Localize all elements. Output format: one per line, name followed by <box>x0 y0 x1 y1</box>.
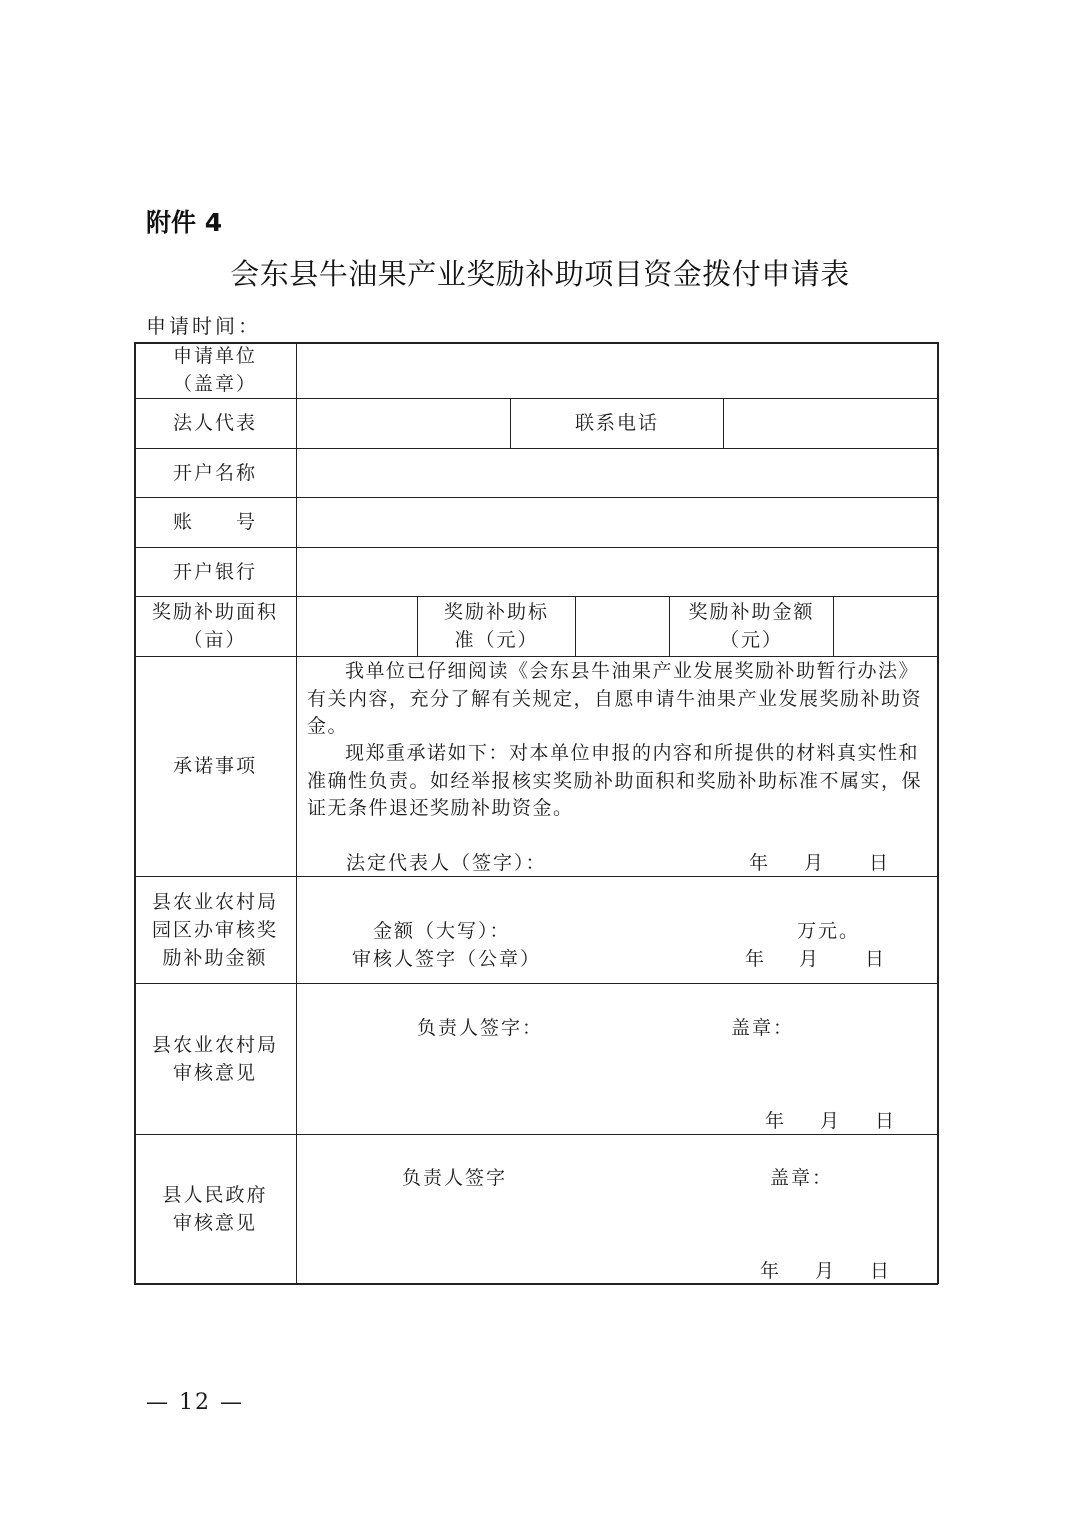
applicant-unit-field[interactable] <box>297 343 937 398</box>
agri-month: 月 <box>820 1110 842 1132</box>
review-amount-label-line2: 园区办审核奖 <box>151 918 278 941</box>
amount-unit: 万元。 <box>797 920 861 942</box>
review-amount-label-line1: 县农业农村局 <box>151 890 278 913</box>
subsidy-standard-label <box>418 596 575 656</box>
bank-label: 开户银行 <box>172 560 257 583</box>
account-number-field[interactable] <box>297 498 937 547</box>
agri-seal-label: 盖章： <box>731 1017 795 1039</box>
application-form-table <box>134 342 938 1284</box>
reviewer-signature-label: 审核人签字（公章） <box>352 948 542 970</box>
review-month: 月 <box>799 948 821 970</box>
subsidy-amount-label-line1: 奖励补助金额 <box>688 601 815 623</box>
subsidy-standard-label-line1: 奖励补助标 <box>443 601 549 623</box>
agri-day: 日 <box>875 1110 897 1132</box>
commitment-month: 月 <box>804 852 826 874</box>
form-title: 会东县牛油果产业奖励补助项目资金拨付申请表 <box>230 257 850 291</box>
subsidy-standard-field[interactable] <box>576 597 669 656</box>
subsidy-amount-label-line2: （元） <box>719 629 783 651</box>
commitment-year: 年 <box>749 852 771 874</box>
gov-opinion-label-line2: 审核意见 <box>172 1212 257 1234</box>
gov-year: 年 <box>760 1260 782 1282</box>
gov-month: 月 <box>815 1260 837 1282</box>
review-day: 日 <box>865 948 887 970</box>
review-year: 年 <box>745 948 767 970</box>
commitment-paragraph-2: 现郑重承诺如下：对本单位申报的内容和所提供的材料真实性和准确性负责。如经举报核实奖励补助面积和奖励补助标准不属实，保证无条件退还奖励补助资金。 <box>307 742 923 819</box>
subsidy-amount-field[interactable] <box>834 597 937 656</box>
review-amount-label <box>134 876 296 983</box>
application-time-label: 申请时间： <box>146 314 261 338</box>
agri-responsible-signature-label: 负责人签字： <box>417 1017 544 1039</box>
applicant-unit-label <box>134 342 296 398</box>
commitment-day: 日 <box>869 852 891 874</box>
legal-rep-field[interactable] <box>297 399 510 448</box>
gov-day: 日 <box>870 1260 892 1282</box>
phone-label: 联系电话 <box>574 412 659 434</box>
amount-in-words-label: 金额（大写）： <box>373 920 511 942</box>
legal-rep-signature-label: 法定代表人（签字）： <box>346 852 547 874</box>
page-number: — 12 — <box>146 1390 244 1415</box>
account-name-label: 开户名称 <box>172 461 257 484</box>
agri-opinion-label-line1: 县农业农村局 <box>151 1033 278 1056</box>
commitment-paragraph-1: 我单位已仔细阅读《会东县牛油果产业发展奖励补助暂行办法》有关内容，充分了解有关规定，自愿申请牛油果产业发展奖励补助资金。 <box>307 660 923 737</box>
gov-responsible-signature-label: 负责人签字 <box>402 1167 508 1189</box>
attachment-label: 附件 4 <box>146 208 223 237</box>
phone-field[interactable] <box>724 399 937 448</box>
legal-rep-label: 法人代表 <box>172 412 257 434</box>
account-number-label: 账 号 <box>172 511 257 533</box>
review-amount-label-line3: 励补助金额 <box>162 946 268 969</box>
bank-field[interactable] <box>297 548 937 596</box>
subsidy-standard-label-line2: 准（元） <box>454 629 539 651</box>
subsidy-area-label <box>134 596 296 656</box>
commitment-label: 承诺事项 <box>172 755 257 777</box>
applicant-unit-label-line2: （盖章） <box>172 373 257 395</box>
agri-year: 年 <box>765 1110 787 1132</box>
applicant-unit-label-line1: 申请单位 <box>172 345 257 367</box>
gov-opinion-label <box>134 1134 296 1284</box>
agri-opinion-label <box>134 983 296 1134</box>
subsidy-area-label-line2: （亩） <box>183 629 247 651</box>
subsidy-area-field[interactable] <box>297 597 417 656</box>
gov-opinion-label-line1: 县人民政府 <box>162 1184 268 1206</box>
gov-seal-label: 盖章： <box>770 1167 834 1189</box>
account-name-field[interactable] <box>297 449 937 497</box>
subsidy-amount-label <box>670 596 833 656</box>
agri-opinion-label-line2: 审核意见 <box>172 1061 257 1084</box>
subsidy-area-label-line1: 奖励补助面积 <box>151 601 278 623</box>
